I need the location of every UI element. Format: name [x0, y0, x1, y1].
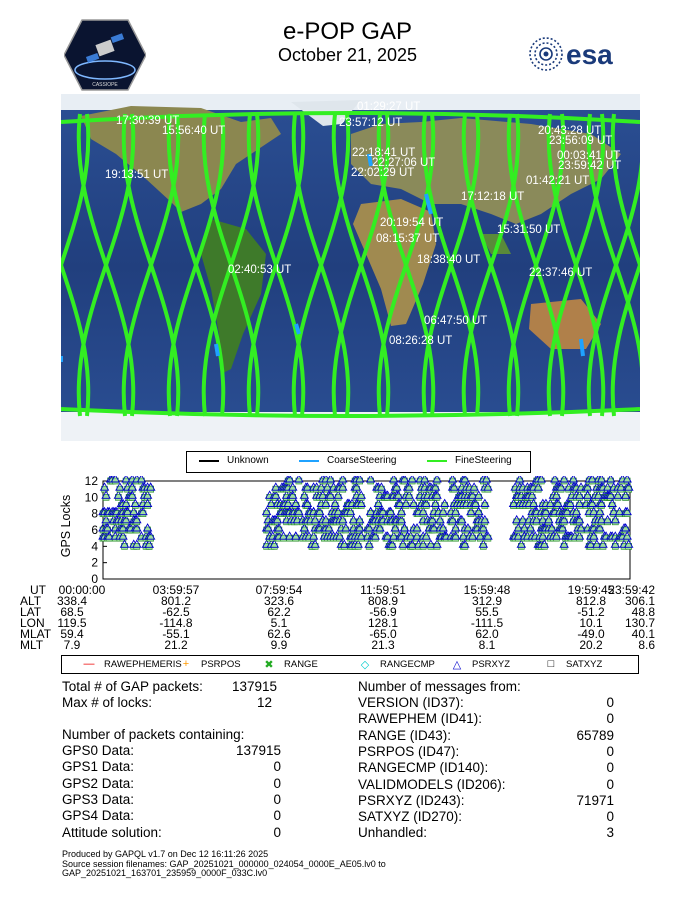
message-count-label: Unhandled: — [358, 825, 428, 841]
packet-count-value: 0 — [273, 824, 281, 840]
table-cell: 7.9 — [63, 638, 81, 652]
packet-count-value: 0 — [273, 791, 281, 807]
legend-fine-label: FineSteering — [455, 455, 512, 466]
table-cell: 10.1 — [579, 616, 603, 630]
legend-symbol-icon: ✖ — [264, 659, 274, 671]
table-row-label: LON — [20, 616, 45, 630]
table-cell: 128.1 — [367, 616, 399, 630]
table-cell: -114.8 — [159, 616, 193, 630]
legend-coarse-label: CoarseSteering — [327, 455, 397, 466]
table-cell: 59.4 — [60, 627, 84, 641]
y-tick-label: 8 — [91, 506, 98, 521]
page-title: e-POP GAP — [283, 18, 412, 45]
legend-symbol-icon: ◇ — [360, 659, 370, 671]
message-count-value: 0 — [606, 743, 614, 759]
y-axis-label: GPS Locks — [59, 494, 73, 558]
y-tick-label: 10 — [84, 490, 98, 505]
max-locks-label: Max # of locks: — [62, 695, 153, 710]
date-subtitle: October 21, 2025 — [277, 45, 418, 65]
legend-coarse — [299, 455, 396, 466]
table-cell: 62.0 — [475, 627, 499, 641]
message-legend-label: RAWEPHEMERIS — [104, 658, 182, 670]
legend-unknown-label: Unknown — [227, 455, 269, 466]
packet-count-label: Attitude solution: — [62, 824, 162, 840]
message-legend-label: RANGECMP — [380, 659, 435, 670]
message-count-value: 65789 — [576, 727, 614, 743]
message-legend-item — [82, 658, 182, 670]
table-row-label: MLT — [20, 638, 44, 652]
map-time-label: 23:57:12 UT — [339, 117, 403, 129]
table-cell: 312.9 — [471, 594, 503, 608]
attitude-legend — [186, 451, 531, 473]
table-cell: 00:00:00 — [58, 583, 106, 597]
legend-symbol-icon: + — [182, 658, 190, 670]
message-count-label: VERSION (ID37): — [358, 695, 464, 710]
map-time-label: 02:40:53 UT — [228, 264, 292, 276]
map-time-label: 01:42:21 UT — [526, 175, 590, 187]
table-row-label: ALT — [20, 594, 42, 608]
table-cell: 338.4 — [56, 594, 88, 608]
max-locks-value: 12 — [257, 695, 273, 710]
map-time-label: 22:27:06 UT — [372, 157, 436, 169]
map-time-label: 20:19:54 UT — [380, 217, 444, 229]
gps-locks-chart — [0, 476, 695, 584]
coarse-segment — [216, 344, 218, 356]
table-cell: 5.1 — [270, 616, 288, 630]
packet-count-value: 0 — [273, 775, 281, 791]
message-type-legend — [61, 655, 639, 674]
table-cell: 55.5 — [475, 605, 499, 619]
mission-logo — [64, 18, 146, 92]
table-cell: 812.8 — [575, 594, 607, 608]
map-time-label: 22:37:46 UT — [529, 267, 593, 279]
table-cell: 808.9 — [367, 594, 399, 608]
message-count-value: 0 — [606, 711, 614, 727]
ground-track-map — [61, 94, 640, 441]
y-tick-label: 0 — [91, 572, 98, 584]
legend-symbol-icon: — — [83, 658, 95, 670]
legend-unknown — [199, 455, 269, 466]
table-cell: 68.5 — [60, 605, 84, 619]
packet-count-label: GPS3 Data: — [62, 791, 135, 807]
orbit-parameter-table — [0, 583, 695, 653]
table-cell: 07:59:54 — [255, 583, 303, 597]
message-legend-label: RANGE — [284, 659, 318, 670]
table-cell: 21.2 — [164, 638, 188, 652]
packet-count-value: 137915 — [235, 743, 281, 758]
table-cell: 801.2 — [160, 594, 192, 608]
mission-logo-text: CASSIOPE — [92, 82, 118, 88]
message-count-label: RANGECMP (ID140): — [358, 760, 489, 776]
message-legend-item — [358, 658, 435, 671]
map-time-label: 17:12:18 UT — [461, 191, 525, 203]
coarse-segment — [581, 339, 583, 356]
table-cell: 03:59:57 — [152, 583, 200, 597]
message-legend-item — [262, 658, 318, 671]
map-time-label: 06:47:50 UT — [424, 315, 488, 327]
table-cell: 8.1 — [478, 638, 496, 652]
table-cell: 40.1 — [631, 627, 655, 641]
legend-symbol-icon: △ — [452, 659, 462, 671]
table-cell: 9.9 — [270, 638, 288, 652]
table-cell: -51.2 — [577, 605, 605, 619]
table-cell: 11:59:51 — [360, 583, 406, 597]
message-legend-item — [544, 658, 602, 670]
y-tick-label: 4 — [91, 539, 98, 554]
map-time-label: 00:03:41 UT — [557, 150, 621, 162]
legend-coarse-swatch — [299, 460, 319, 462]
table-cell: 23:59:42 — [608, 583, 655, 597]
message-legend-item — [179, 658, 241, 670]
map-time-label: 08:15:37 UT — [376, 233, 440, 245]
esa-logo — [528, 36, 634, 72]
table-cell: 62.6 — [267, 627, 291, 641]
packet-count-label: GPS1 Data: — [62, 759, 135, 775]
message-count-value: 0 — [606, 695, 614, 710]
table-cell: 19:59:45 — [567, 583, 615, 597]
message-count-label: PSRPOS (ID47): — [358, 743, 460, 759]
map-time-label: 22:02:29 UT — [351, 167, 415, 179]
total-packets-value: 137915 — [232, 679, 278, 694]
map-time-label: 22:18:41 UT — [352, 147, 416, 159]
message-legend-item — [450, 658, 510, 671]
message-count-label: RAWEPHEM (ID41): — [358, 711, 483, 727]
map-time-label: 17:30:39 UT — [116, 115, 180, 127]
table-cell: -65.0 — [369, 627, 397, 641]
packet-count-value: 0 — [273, 759, 281, 775]
table-cell: 21.3 — [371, 638, 395, 652]
message-count-value: 0 — [606, 809, 614, 825]
table-cell: 62.2 — [267, 605, 291, 619]
packet-count-label: GPS2 Data: — [62, 775, 135, 791]
table-cell: -56.9 — [369, 605, 397, 619]
table-row-label: UT — [30, 583, 46, 597]
message-count-value: 3 — [606, 825, 614, 841]
message-legend-label: PSRPOS — [201, 658, 241, 670]
y-tick-label: 2 — [91, 555, 98, 570]
table-cell: -55.1 — [162, 627, 190, 641]
message-count-value: 71971 — [576, 792, 614, 808]
legend-fine-swatch — [427, 460, 447, 462]
table-cell: 8.6 — [638, 638, 655, 652]
map-time-label: 15:31:50 UT — [497, 224, 561, 236]
packets-containing-heading: Number of packets containing: — [62, 727, 245, 742]
table-cell: 119.5 — [57, 616, 87, 630]
esa-logo-text: esa — [566, 39, 613, 70]
table-row-label: MLAT — [20, 627, 52, 641]
message-count-label: RANGE (ID43): — [358, 727, 452, 743]
map-time-label: 23:56:09 UT — [549, 135, 613, 147]
footer-source-files: Source session filenames: GAP_20251021_000000_024054_0000E_AE05.lv0 to — [62, 858, 386, 869]
message-legend-label: PSRXYZ — [472, 659, 511, 670]
footer — [62, 850, 386, 879]
map-time-label: 19:13:51 UT — [105, 169, 169, 181]
packet-count-label: GPS4 Data: — [62, 808, 135, 824]
table-cell: -62.5 — [162, 605, 190, 619]
map-time-label: 20:43:28 UT — [538, 125, 602, 137]
table-cell: 48.8 — [631, 605, 655, 619]
footer-produced-by: Produced by GAPQL v1.7 on Dec 12 16:11:26 2025 — [62, 849, 269, 859]
message-count-label: VALIDMODELS (ID206): — [358, 776, 506, 792]
legend-unknown-swatch — [199, 460, 219, 462]
total-packets-label: Total # of GAP packets: — [62, 679, 203, 694]
message-legend-label: SATXYZ — [566, 658, 603, 670]
y-tick-label: 12 — [84, 476, 98, 488]
message-count-label: SATXYZ (ID270): — [358, 809, 463, 825]
table-cell: 20.2 — [579, 638, 603, 652]
footer-source-files-cont: GAP_20251021_163701_235959_0000F_033C.lv0 — [62, 868, 268, 878]
legend-fine — [427, 455, 512, 466]
map-time-label: 23:59:42 UT — [558, 160, 622, 172]
map-time-label: 18:38:40 UT — [417, 254, 481, 266]
messages-heading: Number of messages from: — [358, 679, 521, 694]
table-cell: -111.5 — [470, 616, 504, 630]
table-cell: 306.1 — [624, 594, 655, 608]
y-tick-label: 6 — [91, 523, 98, 537]
table-cell: -49.0 — [577, 627, 605, 641]
table-cell: 323.6 — [263, 594, 295, 608]
map-time-label: 08:26:28 UT — [389, 335, 453, 347]
map-time-label: 01:29:27 UT — [357, 101, 421, 113]
packet-count-value: 0 — [273, 808, 281, 824]
table-cell: 15:59:48 — [463, 583, 511, 597]
message-count-label: PSRXYZ (ID243): — [358, 792, 465, 808]
message-count-value: 0 — [606, 776, 614, 792]
packet-count-label: GPS0 Data: — [62, 743, 135, 758]
message-count-value: 0 — [606, 760, 614, 776]
table-cell: 130.7 — [624, 616, 655, 630]
legend-symbol-icon: □ — [547, 658, 555, 670]
table-row-label: LAT — [20, 605, 42, 619]
map-time-label: 15:56:40 UT — [162, 125, 226, 137]
